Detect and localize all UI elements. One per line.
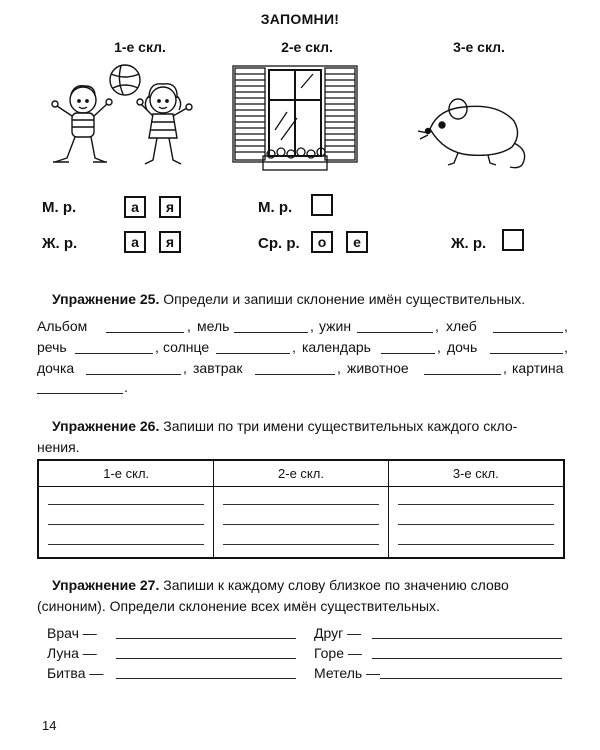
window-with-shutters-icon — [225, 60, 365, 178]
ending-box: о — [311, 231, 333, 253]
answer-blank[interactable] — [424, 374, 501, 375]
decl3-heading: 3-е скл. — [453, 39, 505, 55]
table-cell[interactable] — [214, 487, 388, 559]
ending-box: я — [159, 196, 181, 218]
word: ужин — [319, 318, 352, 334]
table-header: 3-е скл. — [388, 460, 564, 487]
synonym-word: Метель — — [314, 665, 381, 681]
answer-blank[interactable] — [37, 393, 123, 394]
synonym-word: Луна — — [47, 645, 97, 661]
answer-blank[interactable] — [490, 353, 563, 354]
answer-blank[interactable] — [216, 353, 290, 354]
answer-blank[interactable] — [380, 678, 562, 679]
word: мель — [197, 318, 230, 334]
exercise-27-task-cont: (синоним). Определи склонение всех имён существительных. — [37, 598, 440, 614]
decl2-neut-label: Ср. р. — [258, 235, 300, 252]
table-header: 1-е скл. — [38, 460, 214, 487]
children-playing-ball-icon — [45, 58, 205, 183]
page-title: ЗАПОМНИ! — [260, 11, 340, 27]
decl1-masc-label: М. р. — [42, 199, 77, 216]
exercise-25-heading-line — [52, 289, 525, 310]
synonym-word: Битва — — [47, 665, 104, 681]
answer-blank[interactable] — [75, 353, 153, 354]
ending-box: е — [346, 231, 368, 253]
answer-blank[interactable] — [234, 332, 308, 333]
word: картина — [512, 360, 564, 376]
table-cell[interactable] — [38, 487, 214, 559]
answer-blank[interactable] — [86, 374, 181, 375]
word: солнце — [163, 339, 210, 355]
ending-box-empty — [502, 229, 524, 251]
answer-blank[interactable] — [116, 658, 296, 659]
exercise-27-task: Запиши к каждому слову близкое по значению слово — [163, 577, 509, 593]
table-header: 2-е скл. — [214, 460, 388, 487]
answer-blank[interactable] — [372, 638, 562, 639]
declension-table — [37, 459, 565, 559]
synonym-word: Друг — — [314, 625, 362, 641]
exercise-25-task: Определи и запиши склонение имён существительных. — [163, 291, 526, 307]
answer-blank[interactable] — [357, 332, 433, 333]
word: Альбом — [37, 318, 88, 334]
synonym-word: Горе — — [314, 645, 362, 661]
ending-box: а — [124, 231, 146, 253]
table-cell[interactable] — [388, 487, 564, 559]
exercise-26-task-cont: нения. — [37, 439, 80, 455]
decl1-fem-label: Ж. р. — [42, 235, 78, 252]
exercise-26-heading-line — [52, 416, 517, 437]
answer-blank[interactable] — [493, 332, 563, 333]
ending-box-empty — [311, 194, 333, 216]
answer-blank[interactable] — [372, 658, 562, 659]
ending-box: а — [124, 196, 146, 218]
exercise-26-heading: Упражнение 26. — [52, 418, 160, 434]
exercise-27-heading-line — [52, 575, 509, 596]
exercise-25-heading: Упражнение 25. — [52, 291, 160, 307]
page-number: 14 — [42, 718, 57, 733]
ending-box: я — [159, 231, 181, 253]
word: календарь — [302, 339, 371, 355]
answer-blank[interactable] — [255, 374, 335, 375]
decl3-fem-label: Ж. р. — [451, 235, 487, 252]
answer-blank[interactable] — [116, 638, 296, 639]
decl1-heading: 1-е скл. — [114, 39, 166, 55]
word: хлеб — [446, 318, 477, 334]
word: завтрак — [193, 360, 243, 376]
exercise-27-heading: Упражнение 27. — [52, 577, 160, 593]
word: речь — [37, 339, 67, 355]
word: дочка — [37, 360, 75, 376]
word: животное — [347, 360, 409, 376]
answer-blank[interactable] — [106, 332, 184, 333]
synonym-word: Врач — — [47, 625, 97, 641]
decl2-heading: 2-е скл. — [281, 39, 333, 55]
word: дочь — [447, 339, 478, 355]
answer-blank[interactable] — [381, 353, 435, 354]
exercise-26-task: Запиши по три имени существительных каждого скло- — [163, 418, 518, 434]
answer-blank[interactable] — [116, 678, 296, 679]
decl2-masc-label: М. р. — [258, 199, 293, 216]
mouse-icon — [418, 95, 538, 170]
